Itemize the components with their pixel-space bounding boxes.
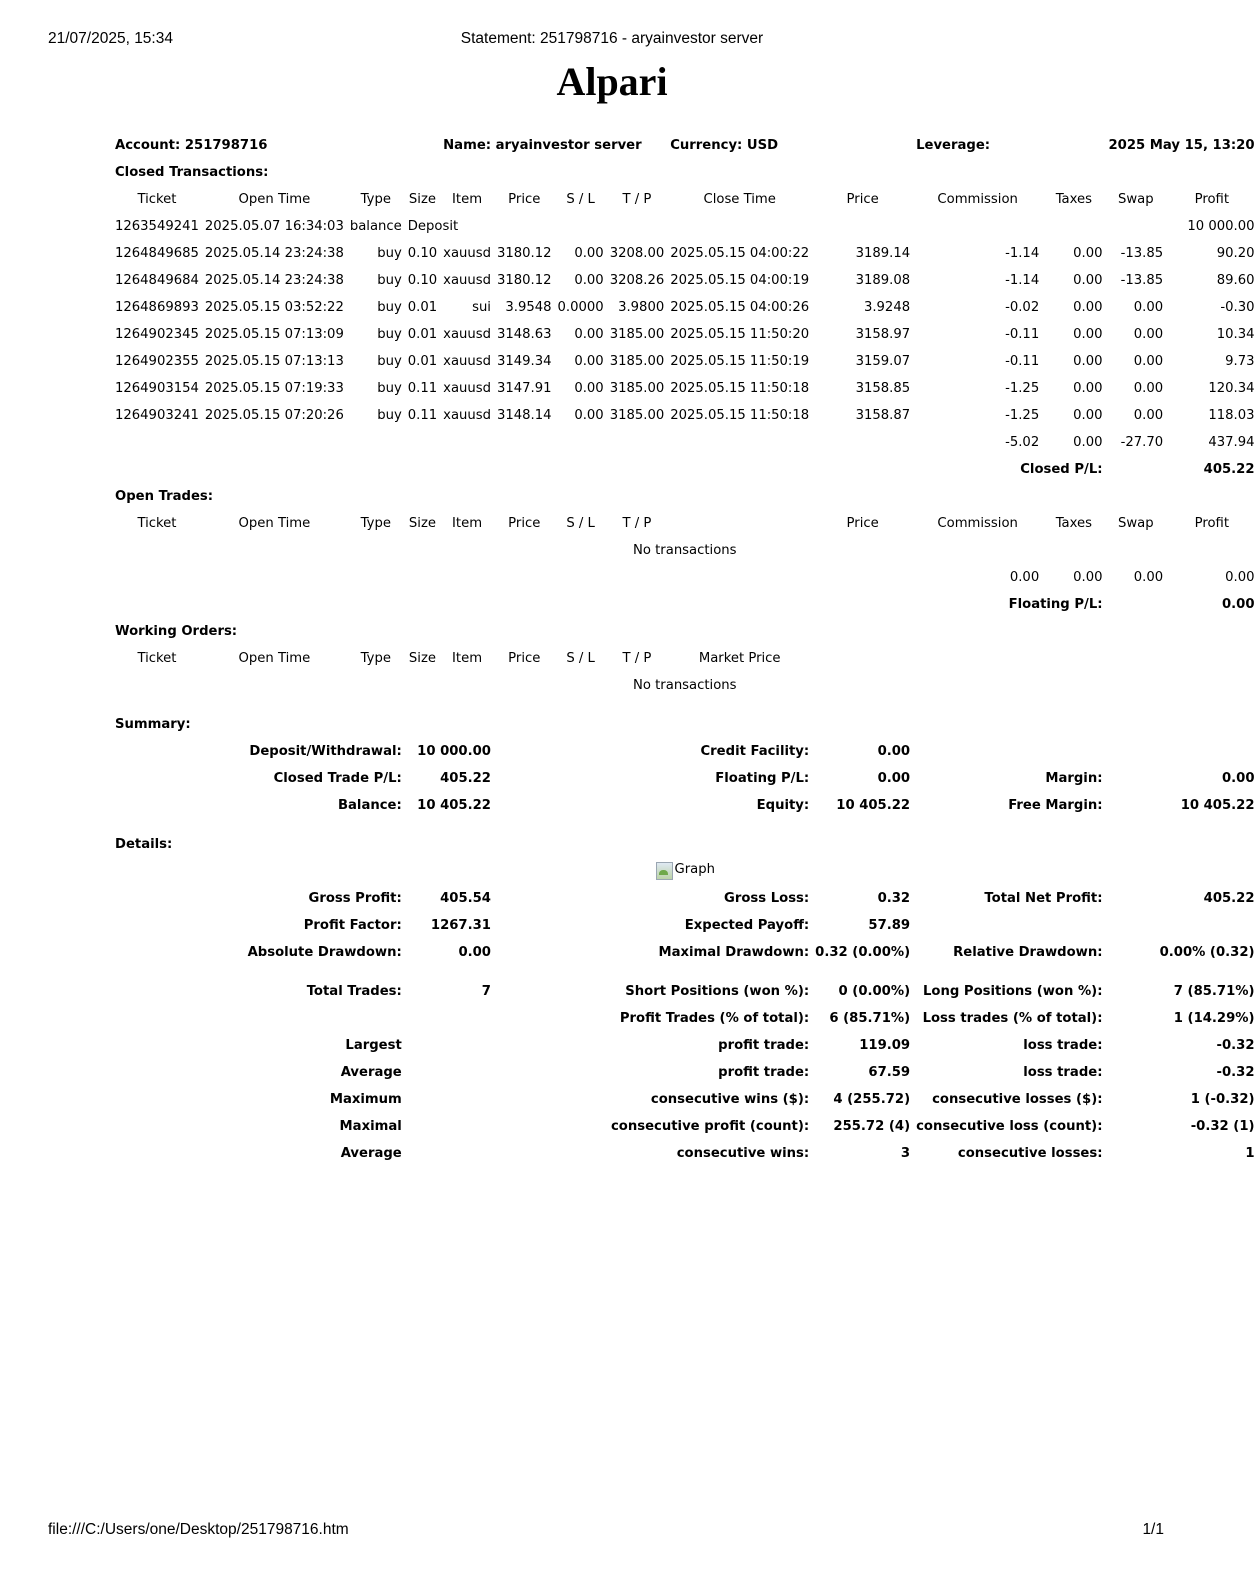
cell-item: xauusd [443,246,491,261]
cell-tp: 3185.00 [609,381,665,396]
cell-swap: -13.85 [1120,273,1164,288]
cell-swap: 0.00 [1133,381,1164,396]
cell-open-time: 2025.05.15 07:19:33 [204,381,344,396]
cell-profit: 89.60 [1216,273,1255,288]
short-positions-label: Short Positions (won %): [625,984,810,999]
cell-price: 3180.12 [496,273,552,288]
open-total-commission: 0.00 [1009,570,1040,585]
avg-cons-losses-value: 1 [1245,1146,1255,1161]
col-header: Size [408,651,436,666]
equity-label: Equity: [756,798,810,813]
brand-title: Alpari [556,59,668,104]
table-row [112,348,1258,375]
closed-section-title: Closed Transactions: [115,165,269,180]
floating-pl-label: Floating P/L: [1008,597,1103,612]
cell-price: 3148.14 [496,408,552,423]
broken-image-icon [655,860,673,880]
total-profit: 437.94 [1208,435,1255,450]
col-header: Swap [1118,192,1154,207]
working-header-row [112,645,1258,672]
col-header: Ticket [137,192,177,207]
cell-sl: 0.00 [574,408,604,423]
cell-tp: 3185.00 [609,327,665,342]
col-header: Commission [937,192,1018,207]
cell-profit: 120.34 [1208,381,1255,396]
cell-commission: -1.25 [1005,381,1040,396]
summary-row [112,738,1258,765]
col-header: Size [408,192,436,207]
col-header: T / P [622,192,652,207]
total-trades-label: Total Trades: [306,984,402,999]
col-header: Size [408,516,436,531]
cell-open-time: 2025.05.15 07:20:26 [204,408,344,423]
max-drawdown-label: Maximal Drawdown: [658,945,810,960]
cell-type: buy [377,381,402,396]
cell-commission: -0.02 [1005,300,1040,315]
col-header: Price [508,516,541,531]
cell-ticket: 1264902355 [115,354,199,369]
net-profit-label: Total Net Profit: [984,891,1103,906]
free-margin-label: Free Margin: [1008,798,1103,813]
maximal-cons-profit-value: 255.72 (4) [833,1119,911,1134]
short-positions-value: 0 (0.00%) [838,984,911,999]
cell-ticket: 1263549241 [115,219,199,234]
average-label: Average [340,1065,402,1080]
cell-open-time: 2025.05.14 23:24:38 [204,246,344,261]
cell-size: 0.10 [407,273,438,288]
closed-pl-label: Closed P/L: [1020,462,1103,477]
details-row [112,912,1258,939]
balance-value: 10 405.22 [417,798,491,813]
cell-swap: 0.00 [1133,300,1164,315]
table-row [112,240,1258,267]
cell-price: 3180.12 [496,246,552,261]
open-total-swap: 0.00 [1133,570,1164,585]
col-header: Item [452,651,483,666]
total-trades-value: 7 [481,984,491,999]
table-row [112,267,1258,294]
col-header: S / L [566,651,595,666]
profit-trades-value: 6 (85.71%) [829,1011,911,1026]
cell-price: 3147.91 [496,381,552,396]
details-row [112,1086,1258,1113]
working-empty-message: No transactions [633,678,737,693]
cell-size: 0.11 [407,381,438,396]
long-positions-value: 7 (85.71%) [1173,984,1255,999]
cell-price: 3149.34 [496,354,552,369]
floating-value: 0.00 [877,771,911,786]
closed-trade-pl-label: Closed Trade P/L: [273,771,402,786]
open-totals-row [112,564,1258,591]
maximal-cons-loss-value: -0.32 (1) [1190,1119,1255,1134]
largest-loss-value: -0.32 [1216,1038,1255,1053]
abs-drawdown-label: Absolute Drawdown: [247,945,402,960]
open-empty-message: No transactions [633,543,737,558]
maximal-label: Maximal [339,1119,402,1134]
cell-sl: 0.0000 [557,300,604,315]
account-number: Account: 251798716 [115,138,268,153]
cell-price: 3148.63 [496,327,552,342]
loss-trades-label: Loss trades (% of total): [922,1011,1103,1026]
expected-payoff-value: 57.89 [868,918,911,933]
average-profit-value: 67.59 [868,1065,911,1080]
closed-header-row [112,186,1258,213]
cell-size: 0.10 [407,246,438,261]
details-row [112,1005,1258,1032]
free-margin-value: 10 405.22 [1180,798,1255,813]
equity-value: 10 405.22 [836,798,911,813]
long-positions-label: Long Positions (won %): [923,984,1103,999]
balance-row [112,213,1258,240]
cell-profit: 90.20 [1216,246,1255,261]
account-leverage: Leverage: [916,138,991,153]
details-row [112,939,1258,966]
col-header: Open Time [238,516,311,531]
cell-close-price: 3159.07 [855,354,911,369]
cell-open-time: 2025.05.07 16:34:03 [204,219,344,234]
max-cons-wins-value: 4 (255.72) [833,1092,911,1107]
open-total-profit: 0.00 [1225,570,1255,585]
statement-table [112,132,1258,1167]
cell-taxes: 0.00 [1073,327,1103,342]
expected-payoff-label: Expected Payoff: [684,918,810,933]
cell-sl: 0.00 [574,354,604,369]
col-header: Ticket [137,516,177,531]
col-header: Profit [1194,516,1230,531]
cell-taxes: 0.00 [1073,246,1103,261]
loss-trades-value: 1 (14.29%) [1173,1011,1255,1026]
closed-pl-row [112,456,1258,483]
cell-item: xauusd [443,327,491,342]
total-taxes: 0.00 [1073,435,1103,450]
col-header: Item [452,516,483,531]
col-header: Price [846,516,879,531]
abs-drawdown-value: 0.00 [458,945,491,960]
details-row [112,1032,1258,1059]
rel-drawdown-value: 0.00% (0.32) [1159,945,1255,960]
cell-close-price: 3189.14 [855,246,911,261]
max-drawdown-value: 0.32 (0.00%) [815,945,911,960]
col-header: S / L [566,192,595,207]
open-section-title: Open Trades: [115,489,214,504]
cell-swap: 0.00 [1133,408,1164,423]
maximal-cons-loss-label: consecutive loss (count): [916,1119,1103,1134]
cell-tp: 3185.00 [609,354,665,369]
cell-item: xauusd [443,354,491,369]
cell-size: 0.11 [407,408,438,423]
floating-pl-value: 0.00 [1221,597,1255,612]
largest-profit-value: 119.09 [859,1038,911,1053]
table-row [112,294,1258,321]
cell-commission: -0.11 [1005,354,1040,369]
net-profit-value: 405.22 [1203,891,1255,906]
deposit-value: 10 000.00 [417,744,491,759]
cell-taxes: 0.00 [1073,354,1103,369]
cell-taxes: 0.00 [1073,408,1103,423]
col-header: Type [360,192,391,207]
cell-price: 3.9548 [505,300,552,315]
cell-type: buy [377,408,402,423]
col-header: Open Time [238,192,311,207]
largest-loss-label: loss trade: [1023,1038,1103,1053]
cell-open-time: 2025.05.15 07:13:13 [204,354,344,369]
maximum-label: Maximum [329,1092,402,1107]
account-name: Name: aryainvestor server [443,138,642,153]
print-footer-url: file:///C:/Users/one/Desktop/251798716.htm [48,1521,349,1538]
col-header: Taxes [1055,192,1093,207]
graph-row [112,858,1258,885]
graph-alt-text: Graph [674,862,715,877]
cell-close-time: 2025.05.15 04:00:26 [670,300,810,315]
print-title: Statement: 251798716 - aryainvestor server [460,30,764,47]
closed-totals-row [112,429,1258,456]
average-loss-label: loss trade: [1023,1065,1103,1080]
gross-profit-value: 405.54 [440,891,491,906]
cell-ticket: 1264903241 [115,408,199,423]
col-header: Ticket [137,651,177,666]
cell-ticket: 1264902345 [115,327,199,342]
cell-close-time: 2025.05.15 11:50:18 [670,408,810,423]
summary-row [112,765,1258,792]
cell-close-price: 3158.97 [855,327,911,342]
profit-factor-value: 1267.31 [430,918,491,933]
col-header: Open Time [238,651,311,666]
max-cons-losses-label: consecutive losses ($): [932,1092,1103,1107]
cell-open-time: 2025.05.14 23:24:38 [204,273,344,288]
table-row [112,402,1258,429]
credit-value: 0.00 [877,744,911,759]
average-profit-label: profit trade: [718,1065,810,1080]
cell-sl: 0.00 [574,381,604,396]
cell-size: 0.01 [407,327,438,342]
print-date: 21/07/2025, 15:34 [48,30,173,47]
total-swap: -27.70 [1120,435,1164,450]
cell-close-time: 2025.05.15 11:50:18 [670,381,810,396]
col-header: Swap [1118,516,1154,531]
col-header: Item [452,192,483,207]
cell-sl: 0.00 [574,246,604,261]
largest-label: Largest [345,1038,402,1053]
cell-size: 0.01 [407,354,438,369]
account-currency: Currency: USD [670,138,779,153]
cell-ticket: 1264903154 [115,381,199,396]
cell-close-price: 3158.85 [855,381,911,396]
floating-pl-row [112,591,1258,618]
avg-cons-wins-value: 3 [900,1146,911,1161]
cell-close-time: 2025.05.15 04:00:22 [670,246,810,261]
cell-item: xauusd [443,381,491,396]
cell-ticket: 1264869893 [115,300,199,315]
average-loss-value: -0.32 [1216,1065,1255,1080]
summary-row [112,792,1258,819]
cell-swap: 0.00 [1133,354,1164,369]
cell-tp: 3208.00 [609,246,665,261]
largest-profit-label: profit trade: [718,1038,810,1053]
cell-profit: 10.34 [1216,327,1255,342]
cell-deposit-label: Deposit [407,219,459,234]
cell-ticket: 1264849684 [115,273,199,288]
account-row [112,132,1258,159]
col-header: Market Price [698,651,781,666]
col-header: S / L [566,516,595,531]
cell-type: buy [377,354,402,369]
closed-pl-value: 405.22 [1203,462,1255,477]
graph-image [655,860,715,880]
cell-swap: 0.00 [1133,327,1164,342]
cell-close-price: 3158.87 [855,408,911,423]
col-header: Price [508,192,541,207]
margin-value: 0.00 [1221,771,1255,786]
cell-type: buy [377,300,402,315]
credit-label: Credit Facility: [700,744,810,759]
table-row [112,375,1258,402]
cell-commission: -1.14 [1005,246,1040,261]
cell-open-time: 2025.05.15 03:52:22 [204,300,344,315]
account-date: 2025 May 15, 13:20 [1108,138,1255,153]
print-footer-page: 1/1 [1142,1521,1164,1538]
working-section-title: Working Orders: [115,624,238,639]
summary-section-title: Summary: [115,717,191,732]
cell-tp: 3185.00 [609,408,665,423]
cell-close-time: 2025.05.15 04:00:19 [670,273,810,288]
balance-label: Balance: [337,798,402,813]
details-row [112,1113,1258,1140]
col-header: Close Time [703,192,776,207]
col-header: Price [508,651,541,666]
avg-cons-losses-label: consecutive losses: [957,1146,1103,1161]
margin-label: Margin: [1045,771,1103,786]
avg-cons-wins-label: consecutive wins: [676,1146,810,1161]
floating-label: Floating P/L: [715,771,810,786]
details-row [112,1140,1258,1167]
gross-loss-label: Gross Loss: [724,891,810,906]
cell-item: xauusd [443,273,491,288]
cell-type: buy [377,327,402,342]
cell-profit: 10 000.00 [1187,219,1255,234]
cell-close-price: 3189.08 [855,273,911,288]
cell-profit: 118.03 [1208,408,1255,423]
deposit-label: Deposit/Withdrawal: [249,744,402,759]
cell-commission: -0.11 [1005,327,1040,342]
cell-commission: -1.25 [1005,408,1040,423]
cell-type: balance [349,219,402,234]
col-header: Type [360,516,391,531]
cell-item: sui [472,300,491,315]
col-header: T / P [622,516,652,531]
details-row [112,885,1258,912]
cell-taxes: 0.00 [1073,381,1103,396]
cell-close-time: 2025.05.15 11:50:19 [670,354,810,369]
cell-item: xauusd [443,408,491,423]
col-header: Taxes [1055,516,1093,531]
gross-loss-value: 0.32 [877,891,911,906]
average2-label: Average [340,1146,402,1161]
cell-profit: -0.30 [1220,300,1255,315]
cell-tp: 3.9800 [618,300,665,315]
details-section-title: Details: [115,837,173,852]
cell-profit: 9.73 [1225,354,1255,369]
gross-profit-label: Gross Profit: [308,891,402,906]
cell-taxes: 0.00 [1073,300,1103,315]
closed-trade-pl-value: 405.22 [440,771,491,786]
cell-commission: -1.14 [1005,273,1040,288]
col-header: Price [846,192,879,207]
total-commission: -5.02 [1005,435,1040,450]
cell-ticket: 1264849685 [115,246,199,261]
col-header: Type [360,651,391,666]
cell-close-time: 2025.05.15 11:50:20 [670,327,810,342]
cell-type: buy [377,246,402,261]
cell-size: 0.01 [407,300,438,315]
open-total-taxes: 0.00 [1073,570,1103,585]
cell-sl: 0.00 [574,327,604,342]
maximal-cons-profit-label: consecutive profit (count): [610,1119,810,1134]
max-cons-losses-value: 1 (-0.32) [1190,1092,1255,1107]
col-header: T / P [622,651,652,666]
cell-sl: 0.00 [574,273,604,288]
max-cons-wins-label: consecutive wins ($): [650,1092,810,1107]
cell-close-price: 3.9248 [863,300,911,315]
open-header-row [112,510,1258,537]
cell-swap: -13.85 [1120,246,1164,261]
closed-trade-rows [112,240,1258,429]
cell-taxes: 0.00 [1073,273,1103,288]
details-row [112,978,1258,1005]
rel-drawdown-label: Relative Drawdown: [953,945,1103,960]
profit-factor-label: Profit Factor: [303,918,402,933]
profit-trades-label: Profit Trades (% of total): [619,1011,810,1026]
cell-open-time: 2025.05.15 07:13:09 [204,327,344,342]
col-header: Commission [937,516,1018,531]
cell-type: buy [377,273,402,288]
col-header: Profit [1194,192,1230,207]
details-row [112,1059,1258,1086]
table-row [112,321,1258,348]
cell-tp: 3208.26 [609,273,665,288]
